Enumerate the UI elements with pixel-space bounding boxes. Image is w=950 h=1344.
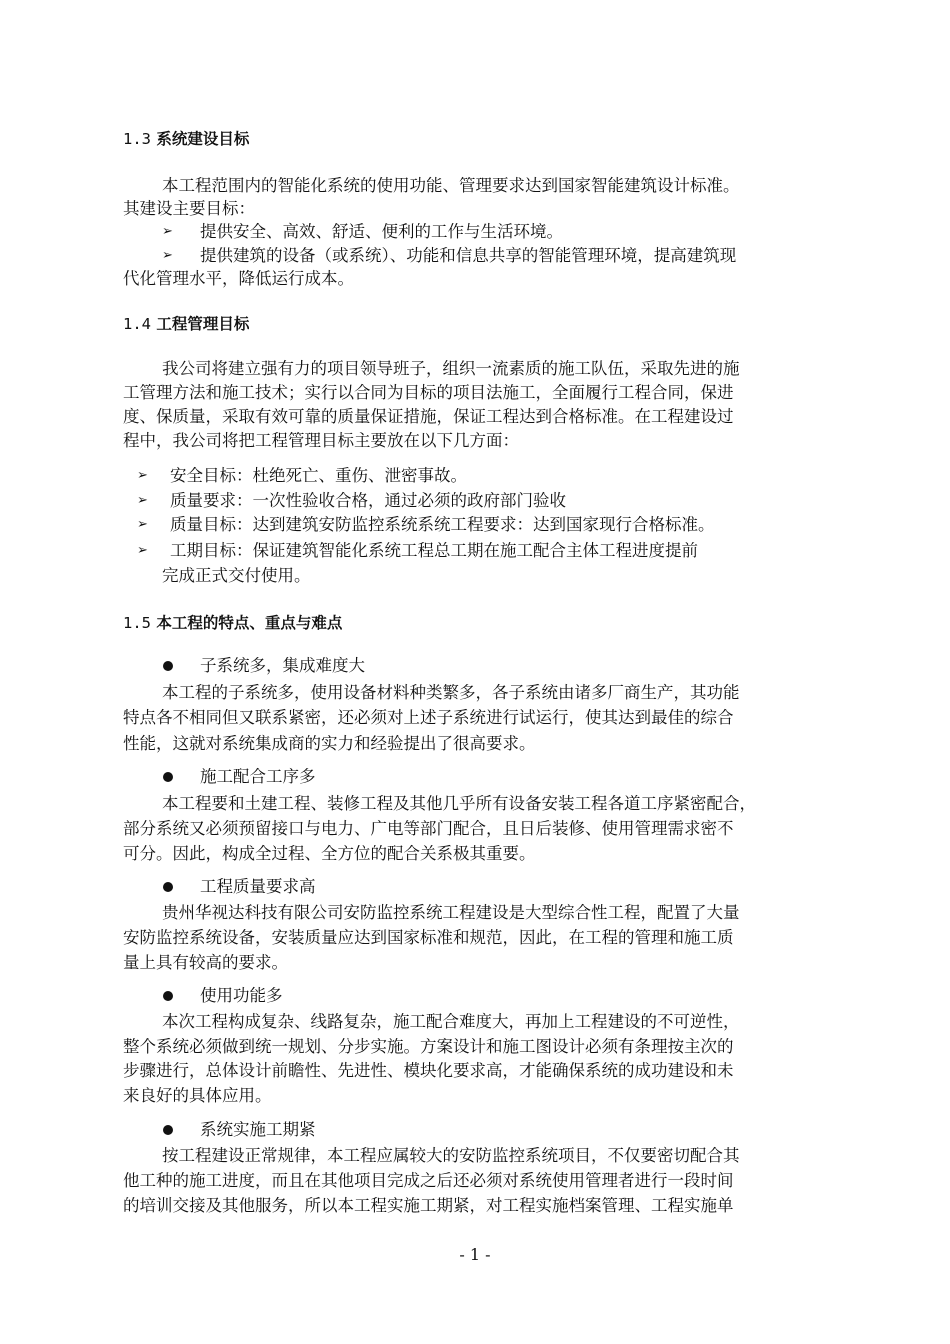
section-heading-1-3 — [123, 128, 249, 150]
bullet-text: 代化管理水平，降低运行成本。 — [123, 269, 354, 288]
point-title: 施工配合工序多 — [200, 767, 316, 786]
point-title: 使用功能多 — [200, 986, 283, 1005]
section-heading-1-4 — [123, 313, 249, 335]
bullet-text: 完成正式交付使用。 — [162, 566, 311, 585]
point-title: 系统实施工期紧 — [200, 1120, 316, 1139]
bullet-text: 安全目标：杜绝死亡、重伤、泄密事故。 — [170, 466, 467, 485]
bullet-text: 质量目标：达到建筑安防监控系统系统工程要求：达到国家现行合格标准。 — [170, 515, 715, 534]
arrow-bullet-icon: ➢ — [162, 248, 173, 263]
arrow-bullet-icon: ➢ — [162, 224, 173, 239]
round-bullet-icon — [163, 661, 173, 671]
section-number: 1.3 — [123, 130, 151, 148]
paragraph-line: 按工程建设正常规律，本工程应属较大的安防监控系统项目，不仅要密切配合其 — [162, 1146, 740, 1165]
paragraph-line: 来良好的具体应用。 — [123, 1086, 272, 1105]
page-number: - 1 - — [459, 1245, 491, 1264]
point-title: 工程质量要求高 — [200, 877, 316, 896]
round-bullet-icon — [163, 991, 173, 1001]
arrow-bullet-icon: ➢ — [137, 543, 148, 558]
section-title: 系统建设目标 — [156, 130, 250, 148]
section-title: 本工程的特点、重点与难点 — [156, 614, 343, 632]
paragraph-line: 我公司将建立强有力的项目领导班子，组织一流素质的施工队伍，采取先进的施 — [162, 359, 740, 378]
paragraph-line: 可分。因此，构成全过程、全方位的配合关系极其重要。 — [123, 844, 536, 863]
paragraph-line: 特点各不相同但又联系紧密，还必须对上述子系统进行试运行，使其达到最佳的综合 — [123, 708, 734, 727]
paragraph-line: 性能，这就对系统集成商的实力和经验提出了很高要求。 — [123, 734, 536, 753]
paragraph-line: 其建设主要目标： — [123, 199, 255, 218]
arrow-bullet-icon: ➢ — [137, 517, 148, 532]
paragraph-line: 整个系统必须做到统一规划、分步实施。方案设计和施工图设计必须有条理按主次的 — [123, 1037, 734, 1056]
round-bullet-icon — [163, 772, 173, 782]
paragraph-line: 度、保质量，采取有效可靠的质量保证措施，保证工程达到合格标准。在工程建设过 — [123, 407, 734, 426]
paragraph-line: 本工程范围内的智能化系统的使用功能、管理要求达到国家智能建筑设计标准。 — [162, 176, 740, 195]
section-title: 工程管理目标 — [156, 315, 250, 333]
round-bullet-icon — [163, 1125, 173, 1135]
paragraph-line: 部分系统又必须预留接口与电力、广电等部门配合，且日后装修、使用管理需求密不 — [123, 819, 734, 838]
paragraph-line: 步骤进行，总体设计前瞻性、先进性、模块化要求高，才能确保系统的成功建设和未 — [123, 1061, 734, 1080]
paragraph-line: 贵州华视达科技有限公司安防监控系统工程建设是大型综合性工程，配置了大量 — [162, 903, 740, 922]
paragraph-line: 的培训交接及其他服务，所以本工程实施工期紧，对工程实施档案管理、工程实施单 — [123, 1196, 734, 1215]
bullet-text: 质量要求：一次性验收合格，通过必须的政府部门验收 — [170, 491, 566, 510]
paragraph-line: 本次工程构成复杂、线路复杂，施工配合难度大，再加上工程建设的不可逆性， — [162, 1012, 740, 1031]
paragraph-line: 本工程的子系统多，使用设备材料种类繁多，各子系统由诸多厂商生产，其功能 — [162, 683, 740, 702]
arrow-bullet-icon: ➢ — [137, 468, 148, 483]
bullet-text: 工期目标：保证建筑智能化系统工程总工期在施工配合主体工程进度提前 — [170, 541, 698, 560]
section-heading-1-5 — [123, 612, 342, 634]
paragraph-line: 本工程要和土建工程、装修工程及其他几乎所有设备安装工程各道工序紧密配合， — [162, 794, 756, 813]
round-bullet-icon — [163, 882, 173, 892]
paragraph-line: 安防监控系统设备，安装质量应达到国家标准和规范，因此，在工程的管理和施工质 — [123, 928, 734, 947]
section-number: 1.5 — [123, 614, 151, 632]
section-number: 1.4 — [123, 315, 151, 333]
paragraph-line: 程中，我公司将把工程管理目标主要放在以下几方面： — [123, 431, 519, 450]
arrow-bullet-icon: ➢ — [137, 493, 148, 508]
paragraph-line: 他工种的施工进度，而且在其他项目完成之后还必须对系统使用管理者进行一段时间 — [123, 1171, 734, 1190]
paragraph-line: 量上具有较高的要求。 — [123, 953, 288, 972]
bullet-text: 提供建筑的设备（或系统）、功能和信息共享的智能管理环境，提高建筑现 — [200, 246, 737, 265]
bullet-text: 提供安全、高效、舒适、便利的工作与生活环境。 — [200, 222, 563, 241]
paragraph-line: 工管理方法和施工技术；实行以合同为目标的项目法施工，全面履行工程合同，保进 — [123, 383, 734, 402]
point-title: 子系统多，集成难度大 — [200, 656, 365, 675]
